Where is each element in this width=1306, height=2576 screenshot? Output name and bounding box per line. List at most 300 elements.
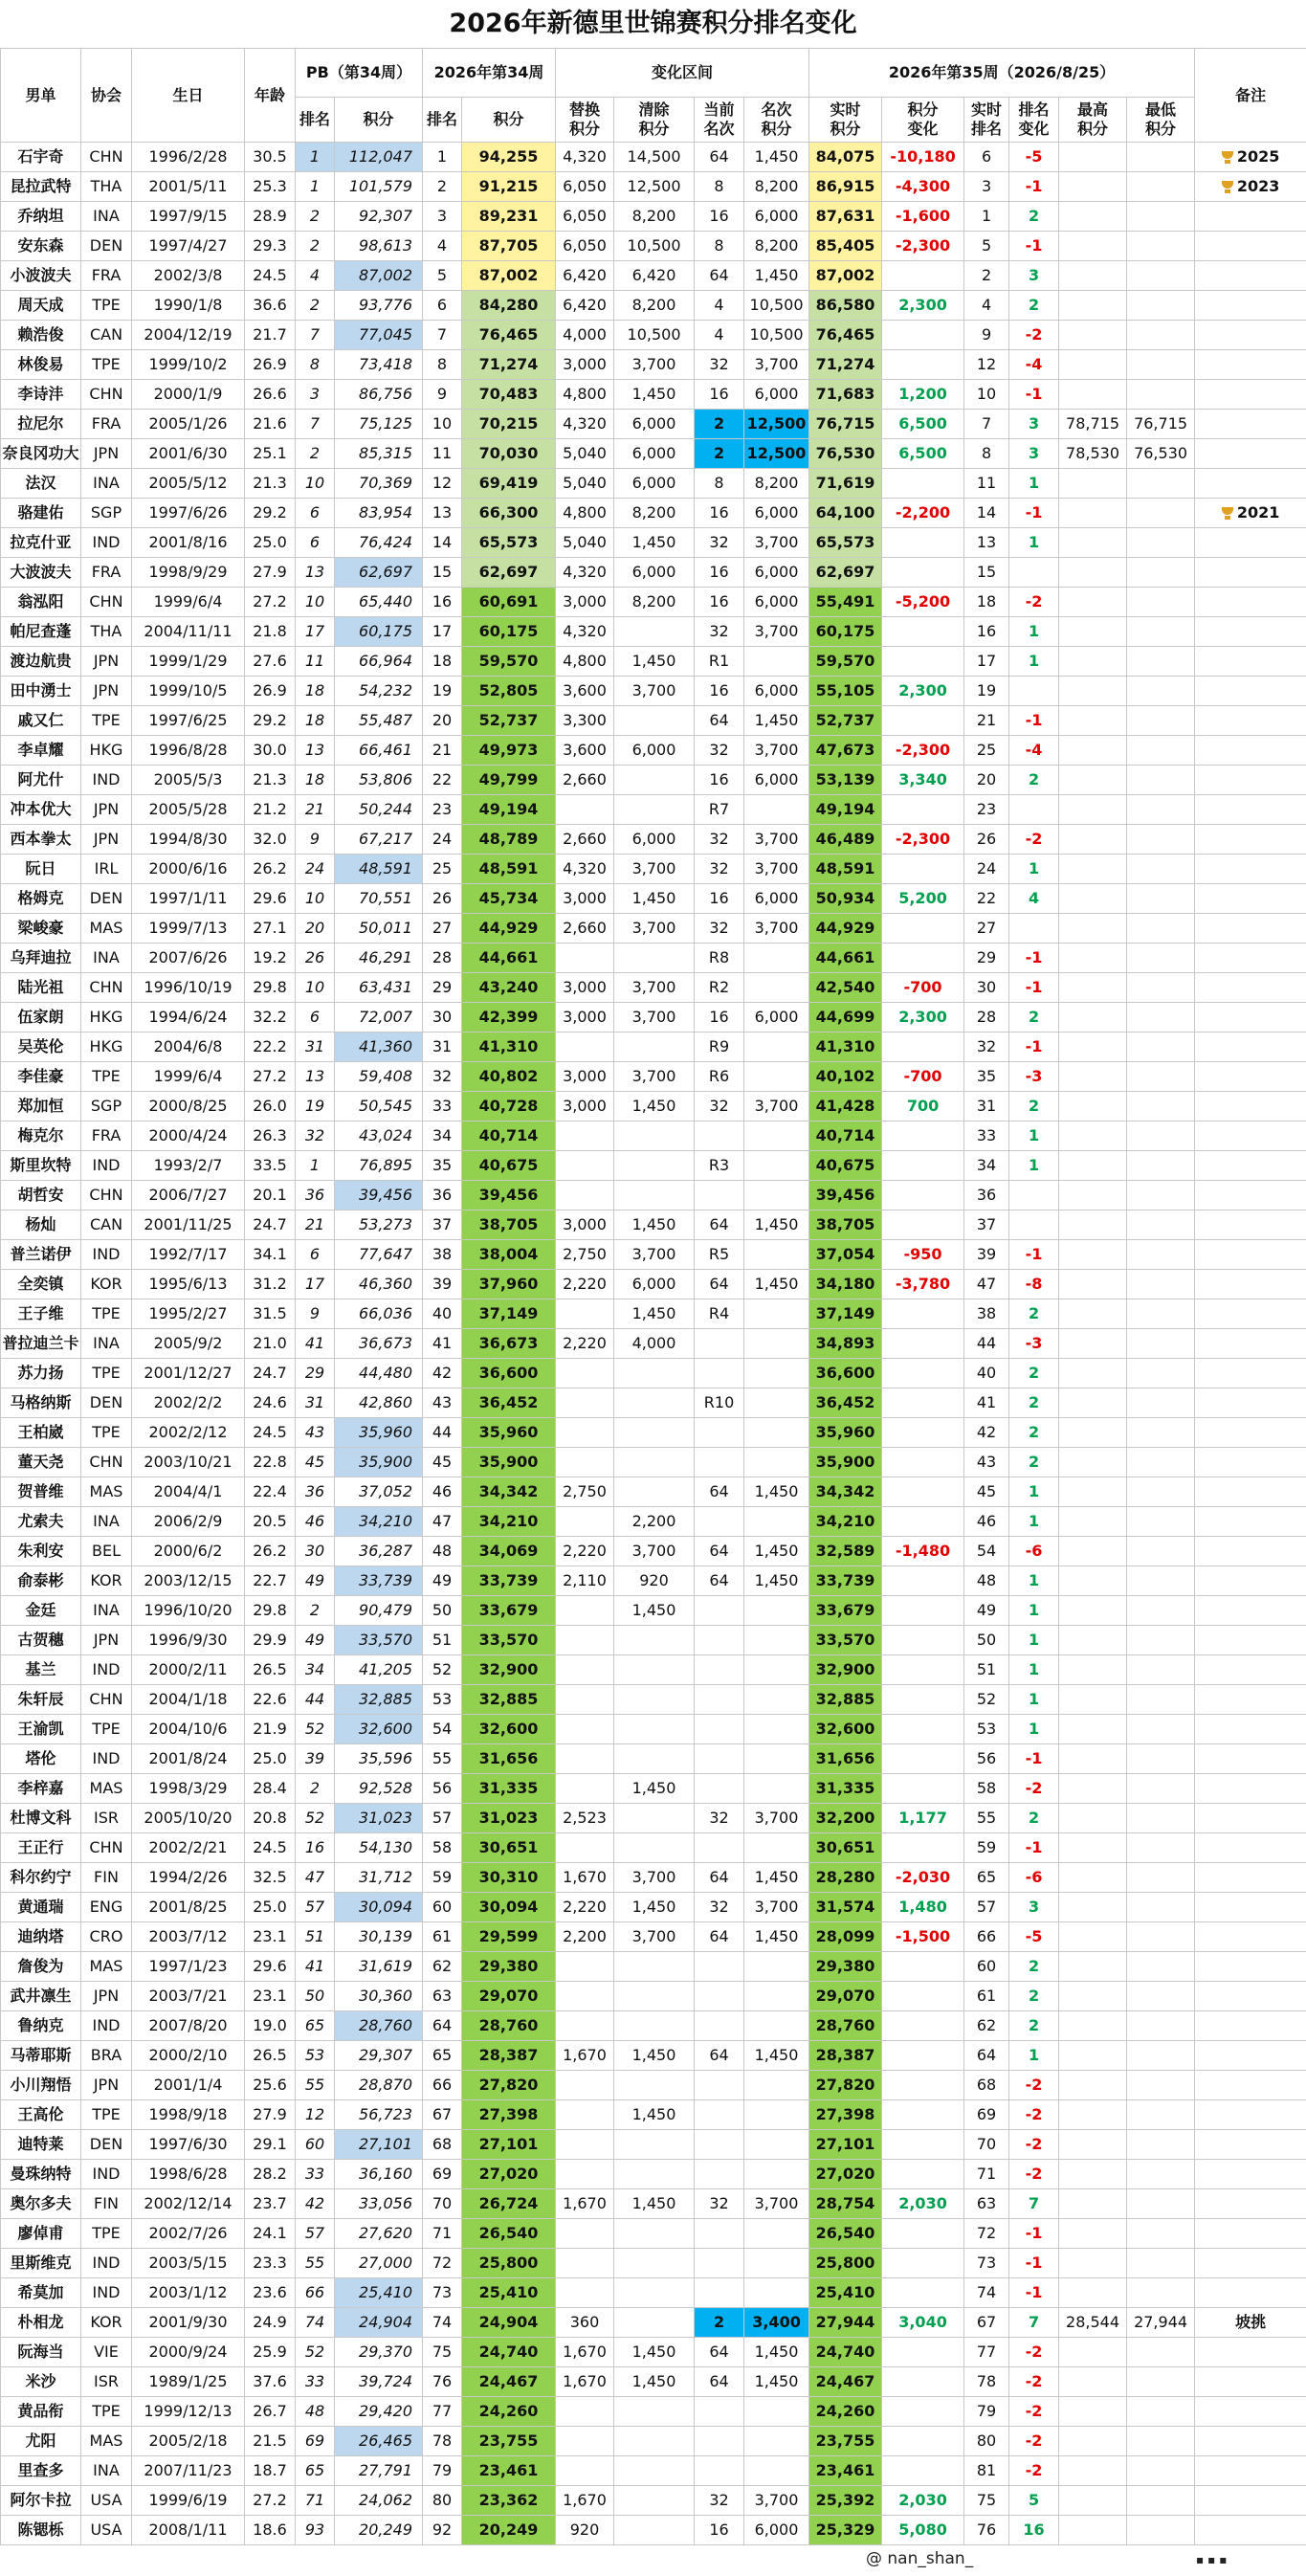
cell-min-points: [1127, 1626, 1195, 1655]
cell-w34-points: 69,419: [462, 469, 556, 499]
cell-current-round: 32: [695, 2189, 744, 2219]
cell-age: 25.0: [245, 528, 296, 558]
cell-name: 郑加恒: [1, 1092, 81, 1121]
table-row: [1, 647, 1306, 677]
cell-w34-rank: 76: [423, 2367, 462, 2397]
cell-current-round: 32: [695, 825, 744, 855]
cell-clear-points: [614, 1151, 695, 1181]
cell-points-change: [882, 2011, 964, 2041]
cell-w34-points: 27,398: [462, 2100, 556, 2130]
cell-clear-points: 1,450: [614, 1299, 695, 1329]
cell-replace-points: 6,050: [556, 232, 614, 261]
cell-name: 梁峻豪: [1, 914, 81, 944]
cell-birth: 2000/8/25: [132, 1092, 245, 1121]
cell-live-points: 46,489: [809, 825, 882, 855]
cell-live-rank: 75: [964, 2486, 1009, 2516]
cell-name: 马格纳斯: [1, 1388, 81, 1418]
cell-max-points: [1059, 1566, 1127, 1596]
cell-clear-points: 6,420: [614, 261, 695, 291]
cell-note: [1195, 2338, 1306, 2367]
cell-live-points: 32,600: [809, 1715, 882, 1744]
cell-live-rank: 26: [964, 825, 1009, 855]
col-name: 男单: [1, 49, 81, 143]
cell-note: [1195, 1626, 1306, 1655]
cell-pb-rank: 10: [296, 469, 335, 499]
cell-w34-points: 25,800: [462, 2249, 556, 2278]
cell-w34-rank: 34: [423, 1121, 462, 1151]
cell-live-points: 41,310: [809, 1033, 882, 1062]
cell-birth: 1999/10/5: [132, 677, 245, 706]
cell-points-change: [882, 1774, 964, 1804]
cell-pb-rank: 2: [296, 232, 335, 261]
cell-clear-points: 2,200: [614, 1507, 695, 1537]
cell-w34-rank: 73: [423, 2278, 462, 2308]
cell-max-points: [1059, 825, 1127, 855]
cell-birth: 2007/11/23: [132, 2456, 245, 2486]
cell-note: [1195, 2486, 1306, 2516]
cell-current-round: R6: [695, 1062, 744, 1092]
cell-assoc: HKG: [81, 1033, 132, 1062]
cell-max-points: [1059, 736, 1127, 766]
cell-w34-rank: 33: [423, 1092, 462, 1121]
cell-pb-points: 28,760: [335, 2011, 423, 2041]
cell-points-change: [882, 1151, 964, 1181]
cell-round-points: 3,700: [744, 1893, 809, 1922]
cell-pb-rank: 57: [296, 2219, 335, 2249]
cell-note: [1195, 884, 1306, 914]
cell-pb-rank: 21: [296, 1210, 335, 1240]
cell-round-points: [744, 1418, 809, 1448]
note-text: 2021: [1236, 503, 1280, 522]
table-row: [1, 2308, 1306, 2338]
table-row: [1, 1359, 1306, 1388]
cell-note: [1195, 973, 1306, 1003]
cell-w34-rank: 6: [423, 291, 462, 321]
cell-assoc: IND: [81, 1151, 132, 1181]
cell-points-change: -1,500: [882, 1922, 964, 1952]
cell-pb-points: 92,528: [335, 1774, 423, 1804]
cell-clear-points: [614, 2219, 695, 2249]
cell-round-points: 10,500: [744, 291, 809, 321]
cell-assoc: TPE: [81, 1418, 132, 1448]
cell-w34-points: 29,599: [462, 1922, 556, 1952]
cell-live-rank: 23: [964, 795, 1009, 825]
cell-max-points: [1059, 944, 1127, 973]
cell-birth: 1999/6/4: [132, 1062, 245, 1092]
cell-w34-points: 48,789: [462, 825, 556, 855]
cell-w34-points: 33,570: [462, 1626, 556, 1655]
cell-points-change: 700: [882, 1092, 964, 1121]
cell-pb-rank: 17: [296, 1270, 335, 1299]
cell-w34-points: 20,249: [462, 2516, 556, 2545]
cell-round-points: [744, 647, 809, 677]
cell-live-points: 28,099: [809, 1922, 882, 1952]
cell-w34-points: 23,362: [462, 2486, 556, 2516]
cell-max-points: [1059, 1477, 1127, 1507]
cell-min-points: [1127, 321, 1195, 350]
cell-min-points: [1127, 2249, 1195, 2278]
cell-rank-change: -2: [1009, 2071, 1059, 2100]
cell-round-points: [744, 1685, 809, 1715]
cell-pb-points: 41,205: [335, 1655, 423, 1685]
cell-replace-points: [556, 2219, 614, 2249]
cell-pb-points: 53,273: [335, 1210, 423, 1240]
cell-live-rank: 78: [964, 2367, 1009, 2397]
cell-clear-points: 3,700: [614, 1537, 695, 1566]
cell-current-round: [695, 1744, 744, 1774]
cell-points-change: [882, 2456, 964, 2486]
cell-clear-points: [614, 1359, 695, 1388]
cell-points-change: [882, 1448, 964, 1477]
cell-current-round: [695, 1774, 744, 1804]
cell-rank-change: 1: [1009, 1477, 1059, 1507]
cell-pb-rank: 69: [296, 2427, 335, 2456]
cell-replace-points: [556, 1388, 614, 1418]
cell-clear-points: [614, 1655, 695, 1685]
cell-w34-rank: 49: [423, 1566, 462, 1596]
cell-points-change: -2,300: [882, 736, 964, 766]
cell-assoc: KOR: [81, 2308, 132, 2338]
cell-name: 阿尔卡拉: [1, 2486, 81, 2516]
cell-birth: 2007/8/20: [132, 2011, 245, 2041]
cell-live-points: 40,675: [809, 1151, 882, 1181]
cell-min-points: [1127, 1804, 1195, 1833]
col-group-change: 变化区间: [556, 49, 809, 98]
cell-note: [1195, 825, 1306, 855]
cell-w34-points: 41,310: [462, 1033, 556, 1062]
cell-live-rank: 56: [964, 1744, 1009, 1774]
table-row: [1, 2278, 1306, 2308]
cell-min-points: [1127, 1596, 1195, 1626]
cell-max-points: [1059, 1744, 1127, 1774]
cell-w34-rank: 52: [423, 1655, 462, 1685]
cell-current-round: R9: [695, 1033, 744, 1062]
cell-min-points: [1127, 973, 1195, 1003]
cell-w34-rank: 70: [423, 2189, 462, 2219]
cell-w34-points: 40,714: [462, 1121, 556, 1151]
cell-assoc: TPE: [81, 1062, 132, 1092]
cell-birth: 2002/2/12: [132, 1418, 245, 1448]
cell-round-points: [744, 1952, 809, 1982]
cell-live-rank: 24: [964, 855, 1009, 884]
cell-name: 昆拉武特: [1, 172, 81, 202]
cell-replace-points: [556, 2130, 614, 2160]
cell-note: [1195, 2041, 1306, 2071]
cell-assoc: THA: [81, 617, 132, 647]
cell-min-points: [1127, 1655, 1195, 1685]
cell-live-points: 64,100: [809, 499, 882, 528]
cell-assoc: IND: [81, 766, 132, 795]
cell-max-points: [1059, 558, 1127, 588]
cell-current-round: 64: [695, 1210, 744, 1240]
cell-live-points: 44,699: [809, 1003, 882, 1033]
cell-round-points: 3,700: [744, 617, 809, 647]
cell-birth: 2003/5/15: [132, 2249, 245, 2278]
cell-round-points: 1,450: [744, 706, 809, 736]
cell-live-points: 87,002: [809, 261, 882, 291]
cell-name: 杜博文科: [1, 1804, 81, 1833]
cell-clear-points: 1,450: [614, 2189, 695, 2219]
cell-age: 24.6: [245, 1388, 296, 1418]
cell-pb-rank: 52: [296, 2338, 335, 2367]
cell-max-points: 28,544: [1059, 2308, 1127, 2338]
cell-current-round: [695, 1418, 744, 1448]
cell-current-round: R5: [695, 1240, 744, 1270]
cell-pb-points: 92,307: [335, 202, 423, 232]
cell-birth: 2000/6/2: [132, 1537, 245, 1566]
table-row: [1, 2367, 1306, 2397]
cell-replace-points: [556, 2278, 614, 2308]
cell-rank-change: -8: [1009, 1270, 1059, 1299]
cell-points-change: 5,200: [882, 884, 964, 914]
cell-w34-rank: 47: [423, 1507, 462, 1537]
cell-points-change: [882, 944, 964, 973]
cell-birth: 2002/2/21: [132, 1833, 245, 1863]
cell-pb-points: 20,249: [335, 2516, 423, 2545]
cell-w34-rank: 2: [423, 172, 462, 202]
cell-name: 格姆克: [1, 884, 81, 914]
cell-pb-points: 63,431: [335, 973, 423, 1003]
cell-points-change: [882, 647, 964, 677]
cell-round-points: 6,000: [744, 677, 809, 706]
cell-max-points: [1059, 1952, 1127, 1982]
cell-rank-change: -1: [1009, 380, 1059, 410]
cell-replace-points: 920: [556, 2516, 614, 2545]
cell-replace-points: [556, 2427, 614, 2456]
cell-pb-rank: 31: [296, 1033, 335, 1062]
cell-pb-rank: 6: [296, 1240, 335, 1270]
cell-pb-points: 30,139: [335, 1922, 423, 1952]
cell-age: 25.0: [245, 1744, 296, 1774]
cell-pb-points: 76,895: [335, 1151, 423, 1181]
cell-max-points: [1059, 321, 1127, 350]
cell-points-change: [882, 1388, 964, 1418]
cell-rank-change: -1: [1009, 2219, 1059, 2249]
cell-current-round: 32: [695, 350, 744, 380]
cell-live-rank: 27: [964, 914, 1009, 944]
cell-w34-points: 52,737: [462, 706, 556, 736]
cell-replace-points: 6,050: [556, 202, 614, 232]
cell-clear-points: [614, 1477, 695, 1507]
cell-current-round: 16: [695, 380, 744, 410]
cell-round-points: 3,700: [744, 736, 809, 766]
cell-w34-rank: 27: [423, 914, 462, 944]
table-row: [1, 973, 1306, 1003]
cell-clear-points: [614, 1033, 695, 1062]
cell-pb-rank: 9: [296, 1299, 335, 1329]
cell-pb-rank: 2: [296, 1596, 335, 1626]
cell-name: 石宇奇: [1, 143, 81, 172]
cell-clear-points: [614, 1626, 695, 1655]
cell-replace-points: 5,040: [556, 528, 614, 558]
cell-current-round: R8: [695, 944, 744, 973]
cell-assoc: CHN: [81, 1833, 132, 1863]
cell-assoc: TPE: [81, 2397, 132, 2427]
cell-w34-rank: 9: [423, 380, 462, 410]
cell-age: 22.8: [245, 1448, 296, 1477]
cell-points-change: [882, 1299, 964, 1329]
cell-round-points: 3,700: [744, 2486, 809, 2516]
cell-current-round: 16: [695, 499, 744, 528]
cell-pb-points: 50,244: [335, 795, 423, 825]
cell-pb-points: 73,418: [335, 350, 423, 380]
cell-assoc: CAN: [81, 1210, 132, 1240]
cell-rank-change: -1: [1009, 499, 1059, 528]
cell-current-round: [695, 1952, 744, 1982]
cell-name: 马蒂耶斯: [1, 2041, 81, 2071]
cell-current-round: [695, 2130, 744, 2160]
cell-max-points: [1059, 677, 1127, 706]
cell-max-points: [1059, 499, 1127, 528]
cell-w34-points: 36,452: [462, 1388, 556, 1418]
cell-rank-change: 3: [1009, 261, 1059, 291]
cell-note: [1195, 2516, 1306, 2545]
cell-points-change: -4,300: [882, 172, 964, 202]
cell-w34-rank: 69: [423, 2160, 462, 2189]
cell-assoc: BEL: [81, 1537, 132, 1566]
cell-note: [1195, 795, 1306, 825]
cell-clear-points: 3,700: [614, 1062, 695, 1092]
cell-age: 32.5: [245, 1863, 296, 1893]
cell-points-change: [882, 855, 964, 884]
cell-w34-rank: 14: [423, 528, 462, 558]
cell-points-change: [882, 1655, 964, 1685]
cell-current-round: 2: [695, 439, 744, 469]
cell-clear-points: [614, 1388, 695, 1418]
cell-round-points: 8,200: [744, 469, 809, 499]
cell-w34-points: 40,728: [462, 1092, 556, 1121]
cell-w34-points: 36,673: [462, 1329, 556, 1359]
cell-max-points: [1059, 2516, 1127, 2545]
cell-pb-rank: 3: [296, 380, 335, 410]
cell-min-points: [1127, 2071, 1195, 2100]
cell-pb-points: 36,673: [335, 1329, 423, 1359]
cell-min-points: [1127, 2219, 1195, 2249]
cell-live-points: 34,180: [809, 1270, 882, 1299]
cell-pb-points: 37,052: [335, 1477, 423, 1507]
cell-pb-points: 24,062: [335, 2486, 423, 2516]
cell-clear-points: 1,450: [614, 1092, 695, 1121]
cell-live-rank: 11: [964, 469, 1009, 499]
cell-max-points: [1059, 2219, 1127, 2249]
cell-live-points: 71,619: [809, 469, 882, 499]
cell-w34-points: 28,387: [462, 2041, 556, 2071]
cell-min-points: [1127, 350, 1195, 380]
cell-rank-change: 1: [1009, 2041, 1059, 2071]
cell-live-points: 59,570: [809, 647, 882, 677]
cell-rank-change: -2: [1009, 2397, 1059, 2427]
cell-name: 陈锶栎: [1, 2516, 81, 2545]
cell-birth: 2004/4/1: [132, 1477, 245, 1507]
cell-clear-points: [614, 2397, 695, 2427]
cell-birth: 2005/9/2: [132, 1329, 245, 1359]
cell-replace-points: 2,660: [556, 766, 614, 795]
cell-points-change: [882, 2367, 964, 2397]
cell-live-rank: 15: [964, 558, 1009, 588]
cell-pb-rank: 60: [296, 2130, 335, 2160]
cell-age: 31.2: [245, 1270, 296, 1299]
cell-pb-points: 93,776: [335, 291, 423, 321]
cell-w34-rank: 30: [423, 1003, 462, 1033]
cell-assoc: TPE: [81, 2219, 132, 2249]
cell-assoc: FIN: [81, 1863, 132, 1893]
cell-name: 小波波夫: [1, 261, 81, 291]
cell-pb-points: 60,175: [335, 617, 423, 647]
cell-assoc: ISR: [81, 2367, 132, 2397]
cell-note: [1195, 380, 1306, 410]
cell-live-points: 23,461: [809, 2456, 882, 2486]
cell-clear-points: [614, 2486, 695, 2516]
cell-pb-rank: 43: [296, 1418, 335, 1448]
cell-birth: 2005/5/12: [132, 469, 245, 499]
cell-rank-change: 3: [1009, 1893, 1059, 1922]
cell-name: 普拉迪兰卡: [1, 1329, 81, 1359]
cell-points-change: 6,500: [882, 410, 964, 439]
cell-note: [1195, 469, 1306, 499]
cell-w34-rank: 67: [423, 2100, 462, 2130]
cell-birth: 2003/1/12: [132, 2278, 245, 2308]
cell-rank-change: 2: [1009, 1003, 1059, 1033]
cell-w34-rank: 24: [423, 825, 462, 855]
cell-live-rank: 13: [964, 528, 1009, 558]
cell-replace-points: 1,670: [556, 2486, 614, 2516]
cell-round-points: 3,700: [744, 1092, 809, 1121]
cell-rank-change: 1: [1009, 647, 1059, 677]
cell-w34-rank: 54: [423, 1715, 462, 1744]
cell-name: 梅克尔: [1, 1121, 81, 1151]
cell-replace-points: 3,000: [556, 973, 614, 1003]
cell-pb-points: 29,307: [335, 2041, 423, 2071]
cell-age: 21.3: [245, 469, 296, 499]
cell-pb-rank: 11: [296, 647, 335, 677]
cell-round-points: 3,700: [744, 1804, 809, 1833]
cell-clear-points: 8,200: [614, 499, 695, 528]
cell-pb-points: 27,000: [335, 2249, 423, 2278]
cell-clear-points: [614, 1121, 695, 1151]
cell-note: [1195, 1685, 1306, 1715]
cell-w34-rank: 44: [423, 1418, 462, 1448]
cell-round-points: [744, 2130, 809, 2160]
cell-w34-points: 23,461: [462, 2456, 556, 2486]
cell-rank-change: 4: [1009, 884, 1059, 914]
cell-age: 21.3: [245, 766, 296, 795]
cell-live-points: 28,387: [809, 2041, 882, 2071]
cell-w34-rank: 32: [423, 1062, 462, 1092]
cell-note: [1195, 410, 1306, 439]
cell-replace-points: [556, 1507, 614, 1537]
cell-max-points: [1059, 1210, 1127, 1240]
cell-points-change: 1,177: [882, 1804, 964, 1833]
cell-rank-change: 2: [1009, 291, 1059, 321]
cell-name: 迪纳塔: [1, 1922, 81, 1952]
cell-live-rank: 51: [964, 1655, 1009, 1685]
cell-age: 27.6: [245, 647, 296, 677]
cell-current-round: [695, 2456, 744, 2486]
cell-clear-points: [614, 1181, 695, 1210]
cell-assoc: ISR: [81, 1804, 132, 1833]
cell-pb-points: 35,960: [335, 1418, 423, 1448]
cell-assoc: TPE: [81, 350, 132, 380]
cell-min-points: [1127, 914, 1195, 944]
cell-current-round: [695, 2397, 744, 2427]
cell-pb-points: 59,408: [335, 1062, 423, 1092]
cell-clear-points: 6,000: [614, 1270, 695, 1299]
cell-note: [1195, 1092, 1306, 1121]
cell-age: 24.5: [245, 1418, 296, 1448]
cell-pb-rank: 10: [296, 884, 335, 914]
cell-max-points: [1059, 1033, 1127, 1062]
cell-replace-points: [556, 2249, 614, 2278]
